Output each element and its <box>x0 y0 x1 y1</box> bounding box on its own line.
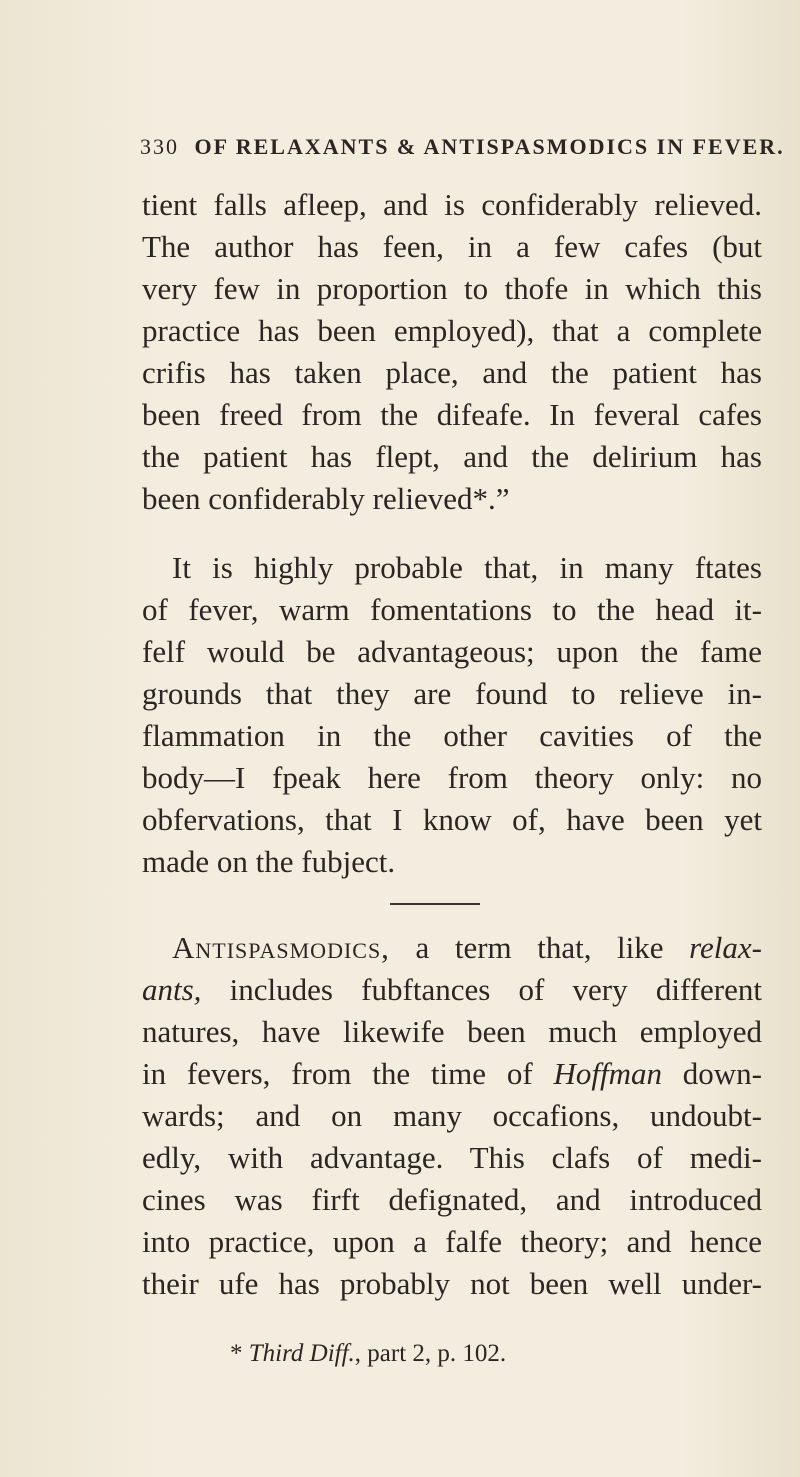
text-line <box>172 930 762 966</box>
inline-text: includes fubftances of very different <box>229 972 762 1007</box>
italic-term: ants, <box>142 972 202 1007</box>
text-line: cines was firft defignated, and introduced <box>142 1182 762 1217</box>
text-line: flammation in the other cavities of the <box>142 718 762 753</box>
text-line: tient falls afleep, and is confiderably relieved. <box>142 187 762 222</box>
text-line: made on the fubject. <box>142 844 396 879</box>
text-line: their ufe has probably not been well under- <box>142 1266 762 1301</box>
text-line: into practice, upon a falfe theory; and hence <box>142 1224 762 1259</box>
text-line: of fever, warm fomentations to the head it- <box>142 592 762 627</box>
smallcaps-term: Antispasmodics, <box>172 930 390 965</box>
text-line: natures, have likewife been much employed <box>142 1014 762 1049</box>
text-line: obfervations, that I know of, have been yet <box>142 802 762 837</box>
italic-name: Hoffman <box>553 1056 662 1091</box>
text-line: grounds that they are found to relieve in- <box>142 676 762 711</box>
footnote <box>230 1340 506 1368</box>
text-line <box>142 1056 762 1092</box>
text-line: the patient has flept, and the delirium has <box>142 439 762 474</box>
text-line: It is highly probable that, in many ftates <box>172 550 762 585</box>
page-number: 330 <box>140 134 179 159</box>
inline-text: down- <box>682 1056 763 1091</box>
text-line: practice has been employed), that a complete <box>142 313 762 348</box>
section-divider <box>390 903 480 905</box>
footnote-reference: , part 2, p. 102. <box>354 1340 507 1367</box>
text-line: very few in proportion to thofe in which this <box>142 271 762 306</box>
text-line: edly, with advantage. This clafs of medi- <box>142 1140 762 1175</box>
text-line: wards; and on many occafions, undoubt- <box>142 1098 762 1133</box>
text-line: The author has feen, in a few cafes (but <box>142 229 762 264</box>
text-line: been confiderably relieved*.” <box>142 481 510 516</box>
inline-text: a term that, like <box>415 930 664 965</box>
text-line: body—I fpeak here from theory only: no <box>142 760 762 795</box>
inline-text: in fevers, from the time of <box>142 1056 533 1091</box>
text-line: felf would be advantageous; upon the fame <box>142 634 762 669</box>
footnote-marker: * <box>230 1340 243 1367</box>
footnote-title: Third Diff. <box>248 1340 355 1367</box>
italic-term: relax- <box>689 930 762 965</box>
text-line <box>142 972 762 1008</box>
text-line: crifis has taken place, and the patient has <box>142 355 762 390</box>
running-title: OF RELAXANTS & ANTISPASMODICS IN FEVER. <box>194 134 785 159</box>
text-line: been freed from the difeafe. In feveral cafes <box>142 397 762 432</box>
running-head <box>140 134 785 160</box>
